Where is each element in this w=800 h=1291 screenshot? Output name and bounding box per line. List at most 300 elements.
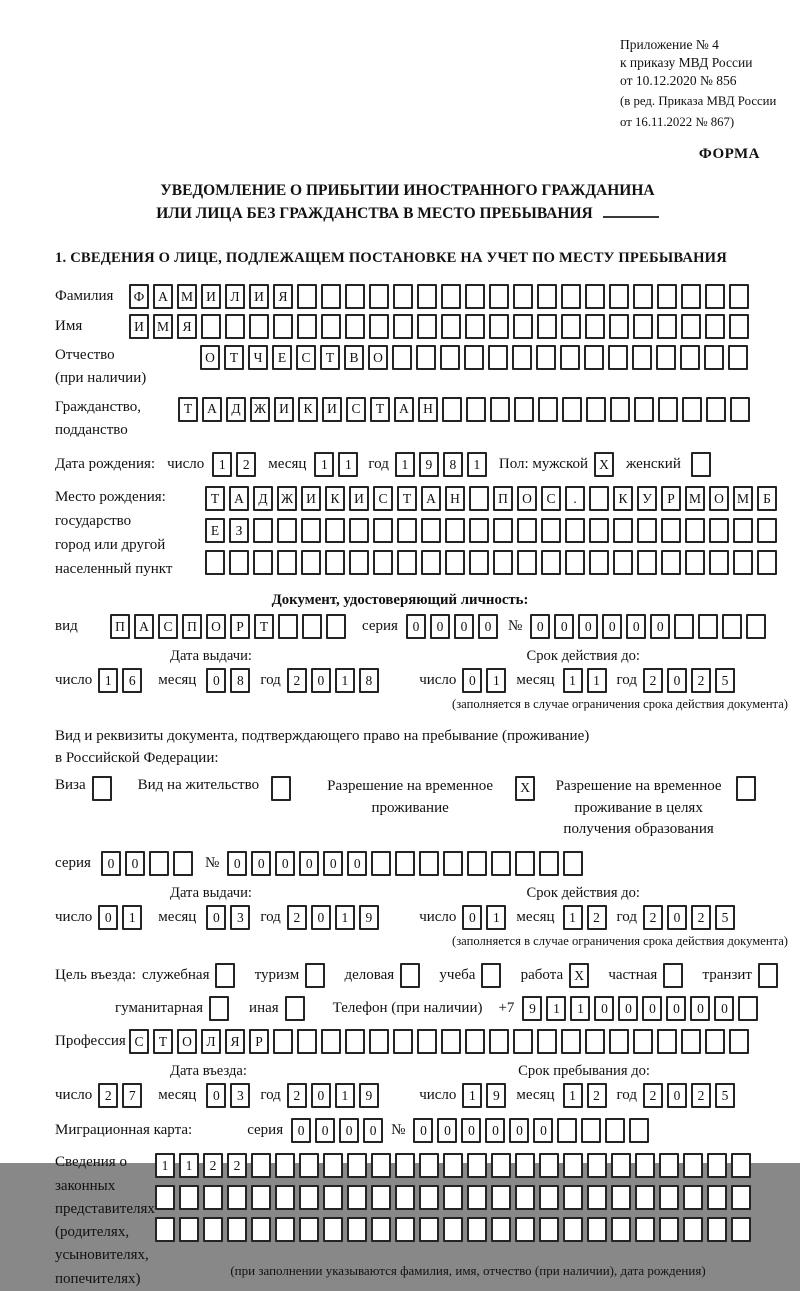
- citizenship-boxes: [178, 397, 750, 422]
- char-cell: 0: [530, 614, 550, 639]
- char-cell: [681, 314, 701, 339]
- char-cell: Т: [370, 397, 390, 422]
- char-cell: [733, 550, 753, 575]
- char-cell: [632, 345, 652, 370]
- char-cell: П: [110, 614, 130, 639]
- char-cell: 0: [667, 905, 687, 930]
- appendix-revision-line: от 16.11.2022 № 867): [620, 115, 735, 130]
- char-cell: [301, 550, 321, 575]
- char-cell: Е: [205, 518, 225, 543]
- entry-date-group: число 2 7 месяц 0 3 год 2 0 1 9: [55, 1083, 379, 1108]
- char-cell: [205, 550, 225, 575]
- permit-series-row: [55, 851, 790, 876]
- char-cell: [491, 851, 511, 876]
- char-cell: 0: [339, 1118, 359, 1143]
- doc-valid-year: [643, 668, 735, 693]
- char-cell: [469, 550, 489, 575]
- char-cell: [515, 1153, 535, 1178]
- char-cell: 2: [643, 1083, 663, 1108]
- char-cell: С: [373, 486, 393, 511]
- char-cell: 0: [650, 614, 670, 639]
- char-cell: С: [158, 614, 178, 639]
- char-cell: [491, 1185, 511, 1210]
- char-cell: [179, 1217, 199, 1242]
- char-cell: [658, 397, 678, 422]
- char-cell: 0: [626, 614, 646, 639]
- residence-label: Вид на жительство: [137, 776, 260, 793]
- char-cell: 0: [578, 614, 598, 639]
- char-cell: Е: [272, 345, 292, 370]
- char-cell: [421, 518, 441, 543]
- char-cell: С: [346, 397, 366, 422]
- char-cell: [393, 1029, 413, 1054]
- char-cell: [271, 776, 291, 801]
- char-cell: [633, 284, 653, 309]
- char-cell: [251, 1185, 271, 1210]
- purpose-other: иная: [249, 996, 305, 1021]
- permit-issue-group: число 0 1 месяц 0 3 год 2 0 1 9: [55, 905, 379, 930]
- char-cell: У: [637, 486, 657, 511]
- char-cell: [537, 314, 557, 339]
- char-cell: И: [129, 314, 149, 339]
- char-cell: [565, 550, 585, 575]
- char-cell: [203, 1185, 223, 1210]
- char-cell: [537, 284, 557, 309]
- char-cell: [369, 284, 389, 309]
- char-cell: 0: [275, 851, 295, 876]
- temp-edu-item: [551, 776, 756, 841]
- char-cell: Ж: [250, 397, 270, 422]
- char-cell: [369, 314, 389, 339]
- char-cell: [659, 1217, 679, 1242]
- char-cell: [251, 1153, 271, 1178]
- stay-until-group: число 1 9 месяц 1 2 год 2 0 2 5: [419, 1083, 735, 1108]
- citizenship-row: [55, 396, 790, 443]
- char-cell: [489, 284, 509, 309]
- char-cell: [419, 1153, 439, 1178]
- char-cell: [349, 518, 369, 543]
- char-cell: [323, 1217, 343, 1242]
- char-cell: [441, 284, 461, 309]
- permit-series-boxes: [101, 851, 193, 876]
- char-cell: [299, 1185, 319, 1210]
- char-cell: [637, 550, 657, 575]
- char-cell: 8: [359, 668, 379, 693]
- doc-number-boxes: [530, 614, 766, 639]
- birth-place-row1: [205, 486, 777, 511]
- char-cell: [277, 518, 297, 543]
- sex-female-label: женский: [626, 455, 681, 472]
- char-cell: О: [709, 486, 729, 511]
- doc-issue-group: число 1 6 месяц 0 8 год 2 0 1 8: [55, 668, 379, 693]
- phone-boxes: [522, 996, 758, 1021]
- doc-issue-day: [98, 668, 142, 693]
- doc-type-boxes: [110, 614, 346, 639]
- char-cell: А: [229, 486, 249, 511]
- char-cell: [563, 1153, 583, 1178]
- visa-item: [55, 776, 112, 801]
- char-cell: [491, 1217, 511, 1242]
- char-cell: [707, 1217, 727, 1242]
- char-cell: 0: [533, 1118, 553, 1143]
- char-cell: [464, 345, 484, 370]
- char-cell: [395, 1153, 415, 1178]
- surname-boxes: [129, 284, 749, 309]
- char-cell: [757, 518, 777, 543]
- name-boxes: [129, 314, 749, 339]
- char-cell: [513, 314, 533, 339]
- char-cell: З: [229, 518, 249, 543]
- char-cell: [557, 1118, 577, 1143]
- char-cell: [305, 963, 325, 988]
- char-cell: [253, 550, 273, 575]
- char-cell: [443, 1185, 463, 1210]
- char-cell: [635, 1217, 655, 1242]
- reps-row2: [155, 1185, 751, 1210]
- char-cell: [663, 963, 683, 988]
- char-cell: [345, 314, 365, 339]
- char-cell: [589, 550, 609, 575]
- char-cell: [373, 518, 393, 543]
- char-cell: [373, 550, 393, 575]
- char-cell: Н: [445, 486, 465, 511]
- char-cell: М: [153, 314, 173, 339]
- entry-date-label: Дата въезда:: [170, 1063, 247, 1080]
- phone-label: Телефон (при наличии): [332, 1000, 483, 1017]
- birth-date-label: Дата рождения:: [55, 455, 156, 472]
- char-cell: 1: [155, 1153, 175, 1178]
- char-cell: 0: [485, 1118, 505, 1143]
- char-cell: Р: [230, 614, 250, 639]
- number-label: №: [507, 618, 523, 635]
- char-cell: [512, 345, 532, 370]
- char-cell: [393, 314, 413, 339]
- char-cell: [369, 1029, 389, 1054]
- permit-valid-day: [462, 905, 506, 930]
- doc-issue-month: [206, 668, 250, 693]
- char-cell: [278, 614, 298, 639]
- char-cell: [173, 851, 193, 876]
- char-cell: [371, 1217, 391, 1242]
- char-cell: [539, 1217, 559, 1242]
- char-cell: 0: [462, 668, 482, 693]
- issue-date-label: Дата выдачи:: [170, 885, 252, 901]
- char-cell: [515, 1217, 535, 1242]
- birth-place-row3: [205, 550, 777, 575]
- char-cell: [277, 550, 297, 575]
- surname-label: Фамилия: [55, 287, 114, 304]
- char-cell: А: [394, 397, 414, 422]
- char-cell: [469, 486, 489, 511]
- char-cell: [445, 550, 465, 575]
- char-cell: [537, 1029, 557, 1054]
- doc-valid-group: число 0 1 месяц 1 1 год 2 0 2 5: [419, 668, 735, 693]
- char-cell: [657, 284, 677, 309]
- representatives-note: (при заполнении указываются фамилия, имя, отчество (при наличии), дата рождения): [230, 1263, 706, 1279]
- doc-kind-label: вид: [55, 618, 78, 635]
- char-cell: [397, 518, 417, 543]
- temp-edu-box: [736, 776, 756, 801]
- birth-date-row: [55, 452, 790, 477]
- char-cell: 0: [461, 1118, 481, 1143]
- char-cell: [345, 1029, 365, 1054]
- appendix-block: [620, 36, 790, 131]
- char-cell: 0: [430, 614, 450, 639]
- char-cell: [587, 1153, 607, 1178]
- char-cell: 3: [230, 905, 250, 930]
- char-cell: [541, 550, 561, 575]
- char-cell: [92, 776, 112, 801]
- char-cell: [704, 345, 724, 370]
- char-cell: 1: [395, 452, 415, 477]
- char-cell: М: [685, 486, 705, 511]
- char-cell: [709, 550, 729, 575]
- purpose-row2: [115, 996, 790, 1021]
- char-cell: [635, 1185, 655, 1210]
- char-cell: [441, 1029, 461, 1054]
- temp-permit-box: [515, 776, 535, 801]
- char-cell: 0: [315, 1118, 335, 1143]
- char-cell: [491, 1153, 511, 1178]
- char-cell: [705, 284, 725, 309]
- char-cell: 0: [478, 614, 498, 639]
- char-cell: Н: [418, 397, 438, 422]
- char-cell: И: [201, 284, 221, 309]
- char-cell: О: [206, 614, 226, 639]
- char-cell: 2: [227, 1153, 247, 1178]
- char-cell: С: [541, 486, 561, 511]
- permit-issue-day: [98, 905, 142, 930]
- char-cell: 0: [667, 668, 687, 693]
- profession-label: Профессия: [55, 1033, 126, 1050]
- char-cell: 1: [563, 905, 583, 930]
- patronymic-label: Отчество (при наличии): [55, 347, 147, 387]
- char-cell: 0: [714, 996, 734, 1021]
- char-cell: [674, 614, 694, 639]
- char-cell: А: [134, 614, 154, 639]
- char-cell: 0: [311, 1083, 331, 1108]
- char-cell: [513, 1029, 533, 1054]
- char-cell: Я: [225, 1029, 245, 1054]
- char-cell: 1: [462, 1083, 482, 1108]
- char-cell: [683, 1185, 703, 1210]
- temp-permit-item: [315, 776, 535, 820]
- char-cell: [611, 1185, 631, 1210]
- char-cell: [321, 284, 341, 309]
- char-cell: 9: [486, 1083, 506, 1108]
- name-label: Имя: [55, 317, 83, 334]
- valid-until-label: Срок действия до:: [526, 648, 640, 665]
- char-cell: 0: [462, 905, 482, 930]
- char-cell: [225, 314, 245, 339]
- char-cell: [481, 963, 501, 988]
- title-blank-underline: [603, 202, 659, 218]
- char-cell: Ж: [277, 486, 297, 511]
- mig-series-boxes: [291, 1118, 383, 1143]
- char-cell: 0: [347, 851, 367, 876]
- char-cell: Л: [225, 284, 245, 309]
- birth-month-boxes: [314, 452, 358, 477]
- char-cell: А: [202, 397, 222, 422]
- char-cell: [565, 518, 585, 543]
- char-cell: 1: [314, 452, 334, 477]
- sex-male-label: Пол: мужской: [498, 455, 589, 472]
- char-cell: Ф: [129, 284, 149, 309]
- char-cell: [302, 614, 322, 639]
- migration-card-label: Миграционная карта:: [55, 1122, 193, 1139]
- form-title: [65, 179, 750, 226]
- number-label: №: [204, 854, 220, 871]
- month-label: месяц: [268, 455, 307, 472]
- char-cell: [563, 851, 583, 876]
- char-cell: [633, 314, 653, 339]
- char-cell: [513, 284, 533, 309]
- char-cell: [685, 550, 705, 575]
- char-cell: [347, 1185, 367, 1210]
- char-cell: 1: [467, 452, 487, 477]
- char-cell: 0: [227, 851, 247, 876]
- char-cell: [321, 1029, 341, 1054]
- char-cell: [661, 550, 681, 575]
- char-cell: [613, 518, 633, 543]
- char-cell: Ч: [248, 345, 268, 370]
- char-cell: [560, 345, 580, 370]
- char-cell: С: [296, 345, 316, 370]
- char-cell: [738, 996, 758, 1021]
- char-cell: [201, 314, 221, 339]
- char-cell: 1: [335, 905, 355, 930]
- char-cell: [419, 1217, 439, 1242]
- char-cell: [209, 996, 229, 1021]
- char-cell: [229, 550, 249, 575]
- char-cell: [465, 314, 485, 339]
- char-cell: [635, 1153, 655, 1178]
- char-cell: Т: [320, 345, 340, 370]
- char-cell: [730, 397, 750, 422]
- char-cell: [685, 518, 705, 543]
- char-cell: [608, 345, 628, 370]
- char-cell: 1: [338, 452, 358, 477]
- permit-paragraph: Вид и реквизиты документа, подтверждающего право на пребывание (проживание) в Российской Федерации:: [55, 727, 590, 767]
- char-cell: И: [301, 486, 321, 511]
- char-cell: К: [613, 486, 633, 511]
- char-cell: 0: [299, 851, 319, 876]
- char-cell: [561, 1029, 581, 1054]
- char-cell: А: [153, 284, 173, 309]
- char-cell: [691, 452, 711, 477]
- char-cell: 0: [206, 905, 226, 930]
- char-cell: [539, 1153, 559, 1178]
- char-cell: [517, 518, 537, 543]
- char-cell: 1: [335, 668, 355, 693]
- series-label: серия: [55, 854, 91, 871]
- char-cell: [707, 1185, 727, 1210]
- char-cell: 0: [251, 851, 271, 876]
- char-cell: 0: [413, 1118, 433, 1143]
- char-cell: [493, 518, 513, 543]
- char-cell: [249, 314, 269, 339]
- purpose-study: учеба: [439, 963, 501, 988]
- birth-place-rows: [205, 486, 777, 575]
- char-cell: 2: [203, 1153, 223, 1178]
- char-cell: [609, 314, 629, 339]
- section1-heading: 1. СВЕДЕНИЯ О ЛИЦЕ, ПОДЛЕЖАЩЕМ ПОСТАНОВКЕ НА УЧЕТ ПО МЕСТУ ПРЕБЫВАНИЯ: [55, 250, 727, 267]
- char-cell: 0: [363, 1118, 383, 1143]
- char-cell: 1: [570, 996, 590, 1021]
- char-cell: [613, 550, 633, 575]
- representatives-rows: [155, 1153, 751, 1280]
- char-cell: М: [177, 284, 197, 309]
- char-cell: [419, 851, 439, 876]
- char-cell: О: [368, 345, 388, 370]
- char-cell: [325, 550, 345, 575]
- form-title-line1: УВЕДОМЛЕНИЕ О ПРИБЫТИИ ИНОСТРАННОГО ГРАЖДАНИНА: [160, 181, 655, 199]
- char-cell: [323, 1185, 343, 1210]
- char-cell: [611, 1217, 631, 1242]
- char-cell: 0: [323, 851, 343, 876]
- number-label: №: [391, 1122, 406, 1139]
- char-cell: А: [421, 486, 441, 511]
- char-cell: [155, 1185, 175, 1210]
- char-cell: [609, 1029, 629, 1054]
- char-cell: [637, 518, 657, 543]
- char-cell: [467, 851, 487, 876]
- char-cell: [417, 1029, 437, 1054]
- permit-number-boxes: [227, 851, 583, 876]
- char-cell: [657, 1029, 677, 1054]
- char-cell: Т: [178, 397, 198, 422]
- char-cell: [729, 314, 749, 339]
- char-cell: [757, 550, 777, 575]
- char-cell: [610, 397, 630, 422]
- char-cell: 0: [437, 1118, 457, 1143]
- doc-dates-row: [55, 668, 790, 693]
- char-cell: О: [200, 345, 220, 370]
- char-cell: 3: [230, 1083, 250, 1108]
- char-cell: [586, 397, 606, 422]
- char-cell: [345, 284, 365, 309]
- char-cell: [488, 345, 508, 370]
- char-cell: [661, 518, 681, 543]
- char-cell: [417, 284, 437, 309]
- char-cell: [731, 1153, 751, 1178]
- char-cell: [539, 851, 559, 876]
- char-cell: 1: [335, 1083, 355, 1108]
- identity-doc-heading: Документ, удостоверяющий личность:: [271, 592, 529, 609]
- char-cell: 6: [122, 668, 142, 693]
- visa-box: [92, 776, 112, 801]
- char-cell: 0: [206, 668, 226, 693]
- char-cell: [683, 1153, 703, 1178]
- char-cell: [536, 345, 556, 370]
- profession-boxes: [129, 1029, 749, 1054]
- stay-day: [462, 1083, 506, 1108]
- char-cell: [325, 518, 345, 543]
- char-cell: Т: [153, 1029, 173, 1054]
- char-cell: [371, 851, 391, 876]
- doc-valid-month: [563, 668, 607, 693]
- char-cell: [149, 851, 169, 876]
- patronymic-row: [55, 344, 790, 391]
- char-cell: 2: [236, 452, 256, 477]
- char-cell: [253, 518, 273, 543]
- char-cell: [517, 550, 537, 575]
- char-cell: [728, 345, 748, 370]
- purpose-private: частная: [608, 963, 683, 988]
- char-cell: [589, 518, 609, 543]
- char-cell: 0: [291, 1118, 311, 1143]
- char-cell: 1: [98, 668, 118, 693]
